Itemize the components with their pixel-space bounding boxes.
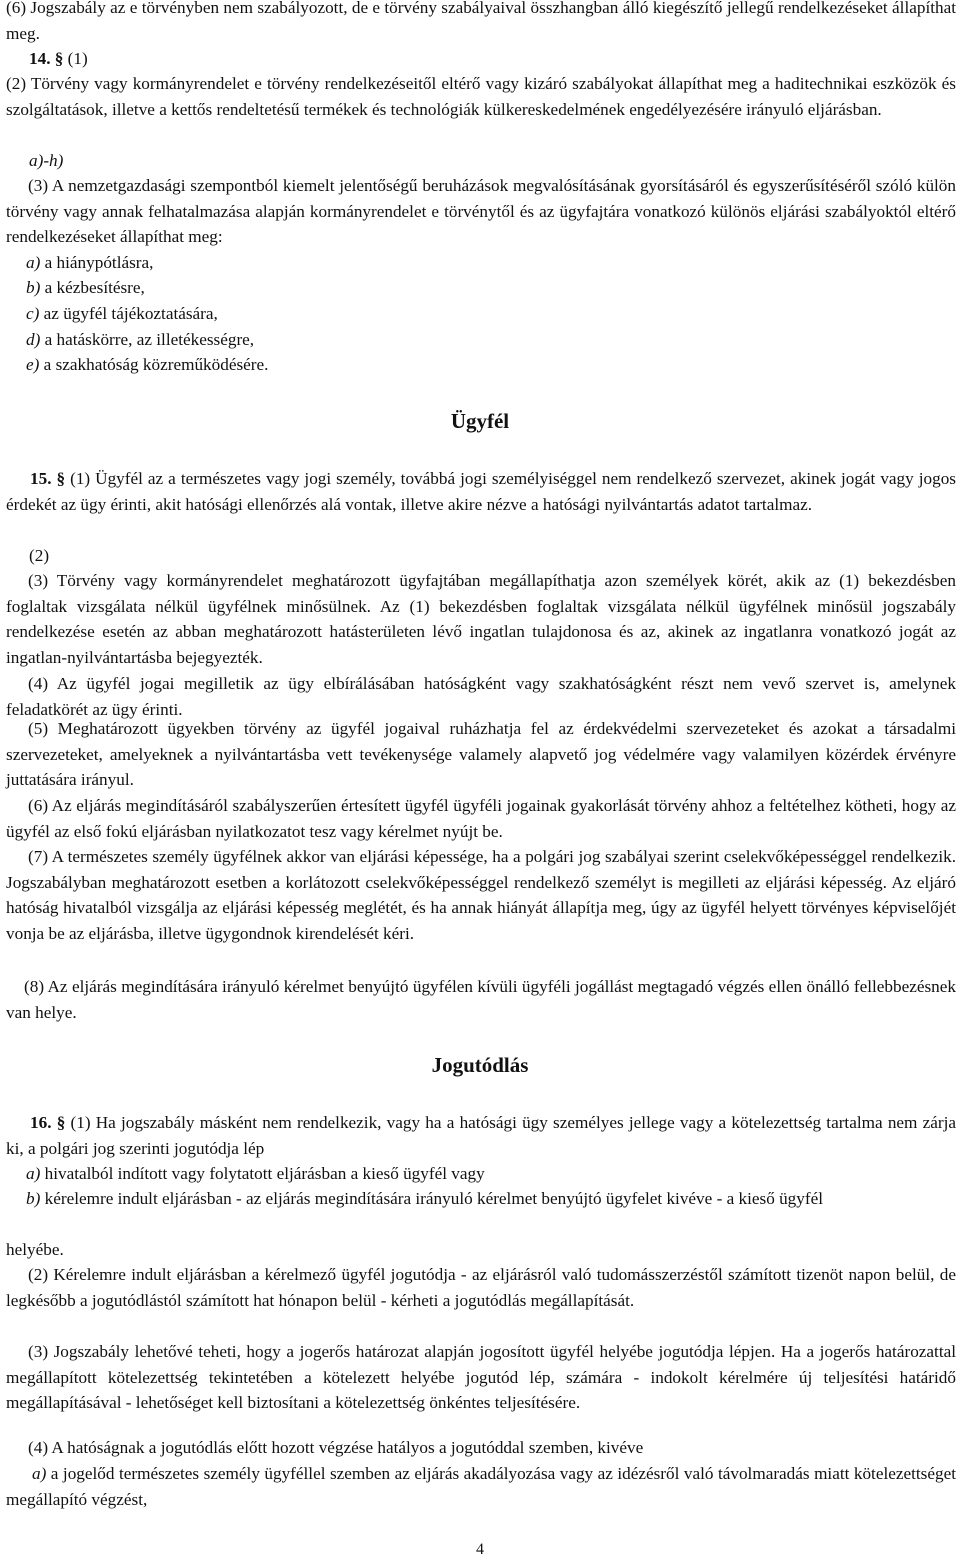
paragraph-15-5: (5) Meghatározott ügyekben törvény az ügyfél jogaival ruházhatja fel az érdekvédelmi szervezeteket és azokat a társadalmi szervezeteket, amelyeknek a nyilvántartásba vett tevékenysége valamely alapvető jog védelmére vagy valamilyen közérdek érvényre juttatására irányul. <box>6 719 956 790</box>
list-item: a) a hiánypótlásra, <box>26 253 154 272</box>
helyebe-text: helyébe. <box>6 1240 64 1259</box>
section-14-header <box>29 46 929 72</box>
paragraph-15-7: (7) A természetes személy ügyfélnek akkor van eljárási képessége, ha a polgári jog szabályai szerint cselekvőképességgel rendelkezik. Jogszabályban meghatározott esetben a korlátozott cselekvőképességgel rendelkező személyt is megilleti az eljárási képesség. Az eljáró hatóság hivatalból vizsgálja az eljárási képesség meglétét, és ha annak hiányát állapítja meg, úgy az ügyfél helyett törvényes képviselőjét vonja be az eljárásba, illetve ügygondnok kirendelését kéri. <box>6 847 956 944</box>
paragraph-15-6: (6) Az eljárás megindításáról szabályszerűen értesített ügyfél ügyféli jogainak gyakorlását törvény ahhoz a feltételhez kötheti, hogy az ügyfél az első fokú eljárásban nyilatkozatot tesz vagy kérelmet nyújt be. <box>6 796 956 841</box>
paragraph-13-6: (6) Jogszabály az e törvényben nem szabályozott, de e törvény szabályaival összhangban álló kiegészítő jellegű rendelkezéseket állapíthat meg. <box>6 0 956 43</box>
paragraph-15-1: 15. § (1) Ügyfél az a természetes vagy jogi személy, továbbá jogi személyiséggel nem rendelkező szervezet, akinek jogát vagy jogos érdekét az ügy érinti, akit hatósági ellenőrzés alá vontak, illetve akire nézve a hatósági nyilvántartás adatot tartalmaz. <box>6 469 956 514</box>
points-14-a-h: a)-h) <box>29 151 64 170</box>
heading-jogutodlas: Jogutódlás <box>431 1053 529 1077</box>
list-item-16-4-a: a) a jogelőd természetes személy ügyféllel szemben az eljárás akadályozása vagy az idézésről való távolmaradás miatt kötelezettséget megállapító végzést, <box>6 1464 956 1509</box>
paragraph-14-3: (3) A nemzetgazdasági szempontból kiemelt jelentőségű beruházások megvalósításának gyorsításáról és egyszerűsítéséről szóló külön törvény vagy annak felhatalmazása alapján kormányrendelet e törvénytől és az ügyfajtára vonatkozó különös eljárási szabályoktól eltérő rendelkezéseket állapíthat meg: <box>6 176 956 247</box>
list-item: d) a hatáskörre, az illetékességre, <box>26 330 255 349</box>
paragraph-16-4: (4) A hatóságnak a jogutódlás előtt hozott végzése hatályos a jogutóddal szemben, kivéve <box>28 1438 644 1457</box>
paragraph-15-8: (8) Az eljárás megindítására irányuló kérelmet benyújtó ügyfélen kívüli ügyféli jogállást megtagadó végzés ellen önálló fellebbezésnek van helye. <box>6 977 956 1022</box>
list-item: b) a kézbesítésre, <box>26 278 145 297</box>
section-symbol: § <box>54 49 64 68</box>
paragraph-14-2: (2) Törvény vagy kormányrendelet e törvény rendelkezéseitől eltérő vagy kizáró szabályokat állapíthat meg a haditechnikai eszközök és szolgáltatások, illetve a kettős rendeltetésű termékek és technológiák külkereskedelmének engedélyezésére irányuló eljárásban. <box>6 74 956 119</box>
list-item: c) az ügyfél tájékoztatására, <box>26 304 218 323</box>
paragraph-15-2: (2) <box>29 546 50 565</box>
page-number: 4 <box>476 1541 484 1558</box>
section-number: 14. <box>29 49 51 68</box>
list-item: e) a szakhatóság közreműködésére. <box>26 355 269 374</box>
paragraph-14-1: (1) <box>67 49 88 68</box>
list-item-16-b: b) kérelemre indult eljárásban - az eljárás megindítására irányuló kérelmet benyújtó ügyfelet kivéve - a kieső ügyfél <box>26 1189 823 1208</box>
heading-ugyfel: Ügyfél <box>450 409 510 433</box>
list-item-16-a: a) hivatalból indított vagy folytatott eljárásban a kieső ügyfél vagy <box>26 1164 485 1183</box>
paragraph-16-2: (2) Kérelemre indult eljárásban a kérelmező ügyfél jogutódja - az eljárásról való tudomásszerzéstől számított tizenöt napon belül, de legkésőbb a jogutódlástól számított hat hónapon belül - kérheti a jogutódlás megállapítását. <box>6 1265 956 1310</box>
paragraph-15-3: (3) Törvény vagy kormányrendelet meghatározott ügyfajtában megállapíthatja azon személyek körét, akik az (1) bekezdésben foglaltak vizsgálata nélkül ügyfélnek minősülnek. Az (1) bekezdésben foglaltak vizsgálata nélkül ügyfélnek minősül jogszabály rendelkezése esetén az abban meghatározott hatásterületen lévő ingatlan tulajdonosa és az, akinek az ingatlanra vonatkozó jogát az ingatlan-nyilvántartásba bejegyezték. <box>6 571 956 668</box>
paragraph-16-3: (3) Jogszabály lehetővé teheti, hogy a jogerős határozat alapján jogosított ügyfél helyébe jogutódja lépjen. Ha a jogerős határozattal megállapított kötelezettség tekintetében a kötelezett helyébe jogutód lép, számára - indokolt kérelmére új teljesítési határidő megállapításával - lehetőséget kell biztosítani a kötelezettség önkéntes teljesítésére. <box>6 1342 956 1413</box>
paragraph-16-1: 16. § (1) Ha jogszabály másként nem rendelkezik, vagy ha a hatósági ügy személyes jellege vagy a kötelezettség tartalma nem zárja ki, a polgári jog szerinti jogutódja lép <box>6 1113 957 1158</box>
paragraph-15-4: (4) Az ügyfél jogai megilletik az ügy elbírálásában hatóságként vagy szakhatóságként részt nem vevő szervet is, amelynek feladatkörét az ügy érinti. <box>6 674 956 719</box>
